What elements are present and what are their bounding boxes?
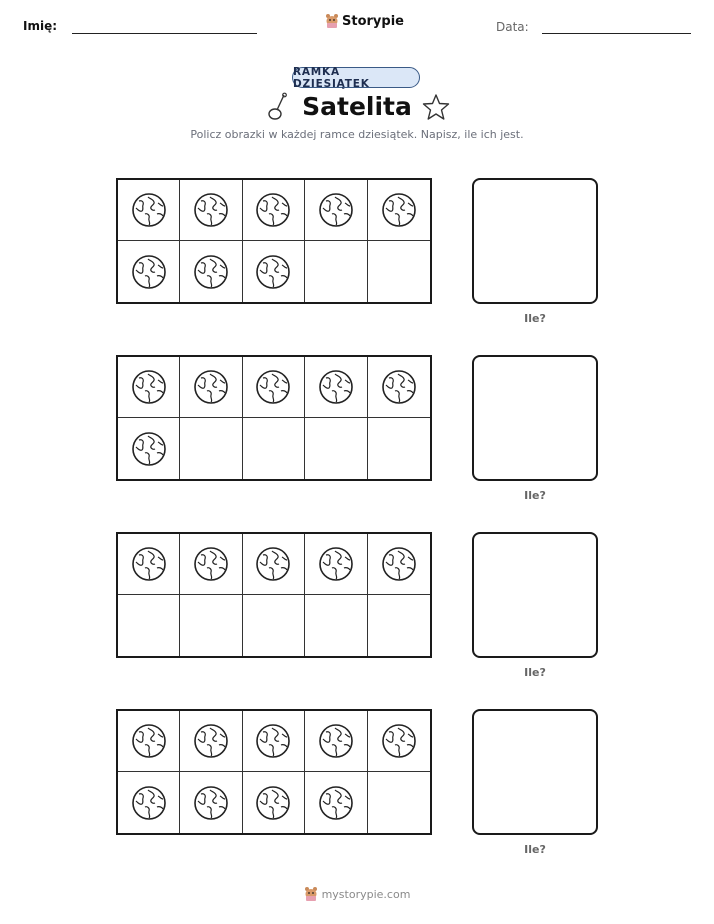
- ten-frame-cell: [243, 534, 305, 595]
- earth-globe-icon: [381, 723, 417, 759]
- ten-frame-cell: [368, 357, 430, 418]
- ten-frame-cell: [243, 241, 305, 302]
- answer-box-3[interactable]: [472, 532, 598, 658]
- ten-frame-cell: [180, 241, 242, 302]
- ten-frame-cell: [368, 418, 430, 479]
- earth-globe-icon: [131, 431, 167, 467]
- ten-frame-cell: [118, 711, 180, 772]
- footer-url[interactable]: mystorypie.com: [321, 887, 411, 901]
- earth-globe-icon: [255, 369, 291, 405]
- name-field-line[interactable]: [72, 33, 257, 34]
- name-label: Imię:: [23, 19, 58, 33]
- ten-frame-cell: [180, 418, 242, 479]
- earth-globe-icon: [193, 546, 229, 582]
- earth-globe-icon: [131, 546, 167, 582]
- earth-globe-icon: [131, 192, 167, 228]
- footer: [0, 886, 714, 902]
- ten-frame-cell: [180, 772, 242, 833]
- page-title: Satelita: [302, 92, 412, 121]
- answer-box-4[interactable]: [472, 709, 598, 835]
- ten-frame-cell: [180, 595, 242, 656]
- ten-frame-cell: [368, 772, 430, 833]
- earth-globe-icon: [318, 723, 354, 759]
- earth-globe-icon: [255, 546, 291, 582]
- earth-globe-icon: [193, 785, 229, 821]
- earth-globe-icon: [255, 723, 291, 759]
- ten-frame-cell: [368, 180, 430, 241]
- answer-label-3: Ile?: [524, 666, 546, 679]
- earth-globe-icon: [193, 723, 229, 759]
- ten-frame-cell: [118, 180, 180, 241]
- storypie-logo-icon: [325, 13, 339, 29]
- earth-globe-icon: [381, 192, 417, 228]
- earth-globe-icon: [193, 369, 229, 405]
- earth-globe-icon: [381, 369, 417, 405]
- date-label: Data:: [496, 20, 529, 34]
- ten-frame-cell: [118, 595, 180, 656]
- earth-globe-icon: [131, 785, 167, 821]
- earth-globe-icon: [255, 192, 291, 228]
- date-field-line[interactable]: [542, 33, 691, 34]
- ten-frame-4: [116, 709, 432, 835]
- star-icon: [421, 93, 451, 121]
- ten-frame-cell: [305, 241, 367, 302]
- ten-frame-cell: [118, 418, 180, 479]
- ten-frame-cell: [243, 418, 305, 479]
- answer-box-1[interactable]: [472, 178, 598, 304]
- answer-label-2: Ile?: [524, 489, 546, 502]
- answer-label-4: Ile?: [524, 843, 546, 856]
- ten-frame-cell: [118, 241, 180, 302]
- ten-frame-cell: [368, 595, 430, 656]
- ten-frame-cell: [180, 180, 242, 241]
- ten-frame-cell: [368, 241, 430, 302]
- ten-frame-cell: [118, 772, 180, 833]
- ten-frame-cell: [305, 534, 367, 595]
- ten-frame-cell: [305, 711, 367, 772]
- earth-globe-icon: [193, 192, 229, 228]
- instructions: Policz obrazki w każdej ramce dziesiątek. Napisz, ile ich jest.: [190, 128, 524, 141]
- ten-frame-cell: [243, 180, 305, 241]
- ten-frame-cell: [180, 711, 242, 772]
- category-badge: RAMKA DZIESIĄTEK: [292, 67, 420, 88]
- ten-frame-cell: [368, 534, 430, 595]
- earth-globe-icon: [255, 785, 291, 821]
- earth-globe-icon: [131, 369, 167, 405]
- ten-frame-cell: [243, 595, 305, 656]
- earth-globe-icon: [193, 254, 229, 290]
- ten-frame-cell: [305, 772, 367, 833]
- earth-globe-icon: [381, 546, 417, 582]
- ten-frame-cell: [305, 357, 367, 418]
- ten-frame-cell: [180, 357, 242, 418]
- earth-globe-icon: [318, 192, 354, 228]
- earth-globe-icon: [318, 785, 354, 821]
- brand-logo: [325, 13, 404, 29]
- ten-frame-cell: [305, 595, 367, 656]
- ten-frame-cell: [368, 711, 430, 772]
- brand-name: Storypie: [342, 13, 404, 29]
- ten-frame-cell: [243, 711, 305, 772]
- earth-globe-icon: [318, 369, 354, 405]
- earth-globe-icon: [318, 546, 354, 582]
- ten-frame-1: [116, 178, 432, 304]
- earth-globe-icon: [255, 254, 291, 290]
- earth-globe-icon: [131, 723, 167, 759]
- ten-frame-cell: [243, 357, 305, 418]
- ten-frame-cell: [305, 418, 367, 479]
- ten-frame-2: [116, 355, 432, 481]
- ten-frame-3: [116, 532, 432, 658]
- ten-frame-cell: [243, 772, 305, 833]
- answer-label-1: Ile?: [524, 312, 546, 325]
- earth-globe-icon: [131, 254, 167, 290]
- ten-frame-cell: [118, 534, 180, 595]
- ten-frame-cell: [118, 357, 180, 418]
- storypie-logo-icon: [304, 886, 318, 902]
- ten-frame-cell: [180, 534, 242, 595]
- ten-frame-cell: [305, 180, 367, 241]
- answer-box-2[interactable]: [472, 355, 598, 481]
